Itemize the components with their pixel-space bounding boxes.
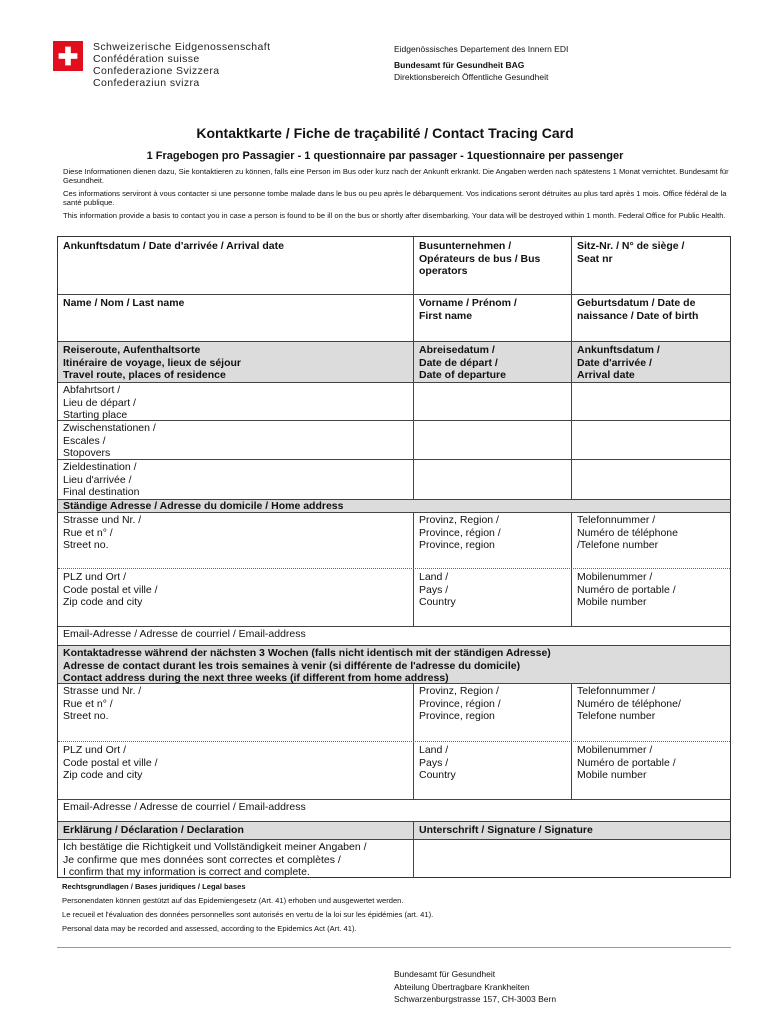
footer-address — [394, 968, 556, 1006]
label-line: Pays / — [419, 583, 449, 596]
first-name-field[interactable] — [414, 295, 571, 324]
signature-header: Unterschrift / Signature / Signature — [419, 824, 593, 836]
address-line: Abteilung Übertragbare Krankheiten — [394, 981, 530, 992]
confederation-line: Schweizerische Eidgenossenschaft — [93, 41, 271, 53]
street-field[interactable] — [58, 512, 413, 554]
label-line: Busunternehmen / — [419, 240, 512, 252]
label-line: Date of departure — [419, 369, 506, 382]
label-line: Code postal et ville / — [63, 756, 158, 769]
label-line: Kontaktadresse während der nächsten 3 Wochen (falls nicht identisch mit der ständigen Adresse) — [63, 647, 551, 659]
contact-email-field[interactable]: Email-Adresse / Adresse de courriel / Email-address — [63, 801, 306, 813]
phone-field[interactable] — [572, 512, 730, 554]
label-line: Abreisedatum / — [419, 344, 495, 356]
department-block — [394, 44, 568, 82]
label-line: PLZ und Ort / — [63, 571, 127, 583]
contact-street-field[interactable] — [58, 683, 413, 725]
label-line: Provinz, Region / — [419, 685, 499, 697]
confederation-logo-text — [93, 41, 270, 89]
last-name-field[interactable]: Name / Nom / Last name — [63, 297, 185, 309]
label-line: Starting place — [63, 409, 128, 422]
label-line: Zieldestination / — [63, 461, 137, 473]
address-line: Bundesamt für Gesundheit — [394, 969, 496, 979]
label-line: Telefone number — [577, 710, 656, 723]
label-line: Vorname / Prénom / — [419, 297, 517, 309]
label-line: Land / — [419, 571, 449, 583]
label-line: Seat nr — [577, 252, 613, 265]
department-name: Eidgenössisches Departement des Innern EDI — [394, 44, 569, 54]
label-line: Abfahrtsort / — [63, 384, 121, 396]
destination-field[interactable] — [58, 459, 413, 501]
label-line: Je confirme que mes données sont correctes et complètes / — [63, 853, 341, 866]
label-line: Numéro de téléphone — [577, 526, 678, 539]
birth-date-field[interactable] — [572, 295, 730, 324]
label-line: Stopovers — [63, 447, 111, 460]
label-line: Mobilenummer / — [577, 571, 653, 583]
declaration-header: Erklärung / Déclaration / Declaration — [63, 824, 244, 836]
directorate-name: Direktionsbereich Öffentliche Gesundheit — [394, 72, 549, 82]
label-line: Rue et n° / — [63, 697, 113, 710]
label-line: Zip code and city — [63, 596, 143, 609]
label-line: Province, région / — [419, 526, 501, 539]
label-line: Lieu d'arrivée / — [63, 473, 132, 486]
contact-address-header — [58, 645, 730, 687]
label-line: Sitz-Nr. / N° de siège / — [577, 240, 685, 252]
label-line: Rue et n° / — [63, 526, 113, 539]
label-line: /Telefone number — [577, 539, 659, 552]
label-line: I confirm that my information is correct and complete. — [63, 866, 310, 879]
label-line: Itinéraire de voyage, lieux de séjour — [63, 356, 241, 369]
label-line: Mobilenummer / — [577, 744, 653, 756]
legal-line: Personal data may be recorded and assessed, according to the Epidemics Act (Art. 41). — [62, 924, 357, 933]
zip-city-field[interactable] — [58, 569, 413, 611]
legal-heading: Rechtsgrundlagen / Bases juridiques / Legal bases — [62, 882, 246, 891]
label-line: Contact address during the next three weeks (if different from home address) — [63, 672, 449, 685]
intro-de: Diese Informationen dienen dazu, Sie kontaktieren zu können, falls eine Person im Bus oder kurz nach der Ankunft erkrankt. Die Angaben werden nach spätestens 1 Monat vernichtet. Bundesamt für Gesundheit. — [63, 167, 729, 186]
legal-line: Personendaten können gestützt auf das Epidemiengesetz (Art. 41) erhoben und ausgewertet werden. — [62, 896, 404, 905]
label-line: Opérateurs de bus / Bus — [419, 252, 541, 265]
label-line: Strasse und Nr. / — [63, 514, 142, 526]
label-line: Lieu de départ / — [63, 396, 136, 409]
label-line: Pays / — [419, 756, 449, 769]
label-line: Province, région / — [419, 697, 501, 710]
label-line: Adresse de contact durant les trois semaines à venir (si différente de l'adresse du domicile) — [63, 659, 521, 672]
contact-form — [57, 236, 731, 878]
label-line: Street no. — [63, 539, 109, 552]
page-subtitle: 1 Fragebogen pro Passagier - 1 questionnaire par passager - 1questionnaire per passenger — [146, 150, 624, 162]
signature-field[interactable] — [414, 839, 730, 877]
label-line: PLZ und Ort / — [63, 744, 127, 756]
label-line: Zwischenstationen / — [63, 422, 156, 434]
label-line: Province, region — [419, 710, 495, 723]
bus-operator-field[interactable] — [414, 238, 571, 280]
arrival-date-field[interactable]: Ankunftsdatum / Date d'arrivée / Arrival date — [63, 240, 284, 252]
label-line: Date de départ / — [419, 356, 498, 369]
declaration-text — [58, 839, 413, 881]
stopovers-field[interactable] — [58, 420, 413, 462]
seat-number-field[interactable] — [572, 238, 730, 267]
label-line: Ankunftsdatum / — [577, 344, 660, 356]
legal-line: Le recueil et l'évaluation des données personnelles sont autorisés en vertu de la loi sur les épidémies (art. 41). — [62, 910, 434, 919]
home-address-header: Ständige Adresse / Adresse du domicile / Home address — [63, 500, 344, 512]
label-line: Code postal et ville / — [63, 583, 158, 596]
label-line: Country — [419, 769, 456, 782]
email-field[interactable]: Email-Adresse / Adresse de courriel / Email-address — [63, 628, 306, 640]
label-line: Land / — [419, 744, 449, 756]
confederation-line: Confederazione Svizzera — [93, 65, 220, 77]
label-line: Ich bestätige die Richtigkeit und Vollständigkeit meiner Angaben / — [63, 841, 367, 853]
label-line: First name — [419, 309, 473, 322]
departure-place-field[interactable] — [58, 382, 413, 424]
label-line: Numéro de téléphone/ — [577, 697, 681, 710]
intro-fr: Ces informations serviront à vous contacter si une personne tombe malade dans le bus ou peu après le débarquement. Vos indications seront détruites au plus tard après 1 mois. Office fédéral de la santé publique. — [63, 188, 727, 208]
label-line: naissance / Date of birth — [577, 309, 699, 322]
page-title: Kontaktkarte / Fiche de traçabilité / Contact Tracing Card — [196, 125, 574, 141]
label-line: Numéro de portable / — [577, 583, 676, 596]
label-line: Strasse und Nr. / — [63, 685, 142, 697]
label-line: Telefonnummer / — [577, 685, 656, 697]
label-line: Arrival date — [577, 369, 635, 382]
label-line: Date d'arrivée / — [577, 356, 652, 369]
office-name: Bundesamt für Gesundheit BAG — [394, 60, 525, 70]
contact-mobile-field[interactable] — [572, 742, 730, 784]
contact-country-field[interactable] — [414, 742, 571, 784]
label-line: Travel route, places of residence — [63, 369, 226, 382]
country-field[interactable] — [414, 569, 571, 611]
label-line: Numéro de portable / — [577, 756, 676, 769]
intro-text — [63, 167, 733, 223]
travel-route-header — [58, 342, 413, 384]
label-line: Geburtsdatum / Date de — [577, 297, 696, 309]
label-line: Provinz, Region / — [419, 514, 499, 526]
label-line: Street no. — [63, 710, 109, 723]
label-line: Province, region — [419, 539, 495, 552]
label-line: Mobile number — [577, 596, 647, 609]
label-line: Mobile number — [577, 769, 647, 782]
label-line: Zip code and city — [63, 769, 143, 782]
footer-divider — [57, 947, 731, 948]
intro-en: This information provide a basis to contact you in case a person is found to be ill on the bus or shortly after disembarking. Your data will be destroyed within 1 month. Federal Office for Public Health. — [63, 210, 726, 220]
legal-bases — [62, 882, 732, 938]
contact-zip-city-field[interactable] — [58, 742, 413, 784]
address-line: Schwarzenburgstrasse 157, CH-3003 Bern — [394, 994, 557, 1004]
swiss-flag-icon — [53, 41, 83, 71]
label-line: operators — [419, 265, 468, 278]
contact-phone-field[interactable] — [572, 683, 730, 725]
confederation-line: Confederaziun svizra — [93, 77, 200, 89]
label-line: Country — [419, 596, 456, 609]
contact-province-field[interactable] — [414, 683, 571, 725]
departure-date-header — [414, 342, 571, 384]
confederation-line: Confédération suisse — [93, 53, 200, 65]
label-line: Final destination — [63, 486, 140, 499]
arrival-date-header — [572, 342, 730, 384]
mobile-field[interactable] — [572, 569, 730, 611]
province-field[interactable] — [414, 512, 571, 554]
label-line: Escales / — [63, 434, 106, 447]
label-line: Reiseroute, Aufenthaltsorte — [63, 344, 201, 356]
label-line: Telefonnummer / — [577, 514, 656, 526]
